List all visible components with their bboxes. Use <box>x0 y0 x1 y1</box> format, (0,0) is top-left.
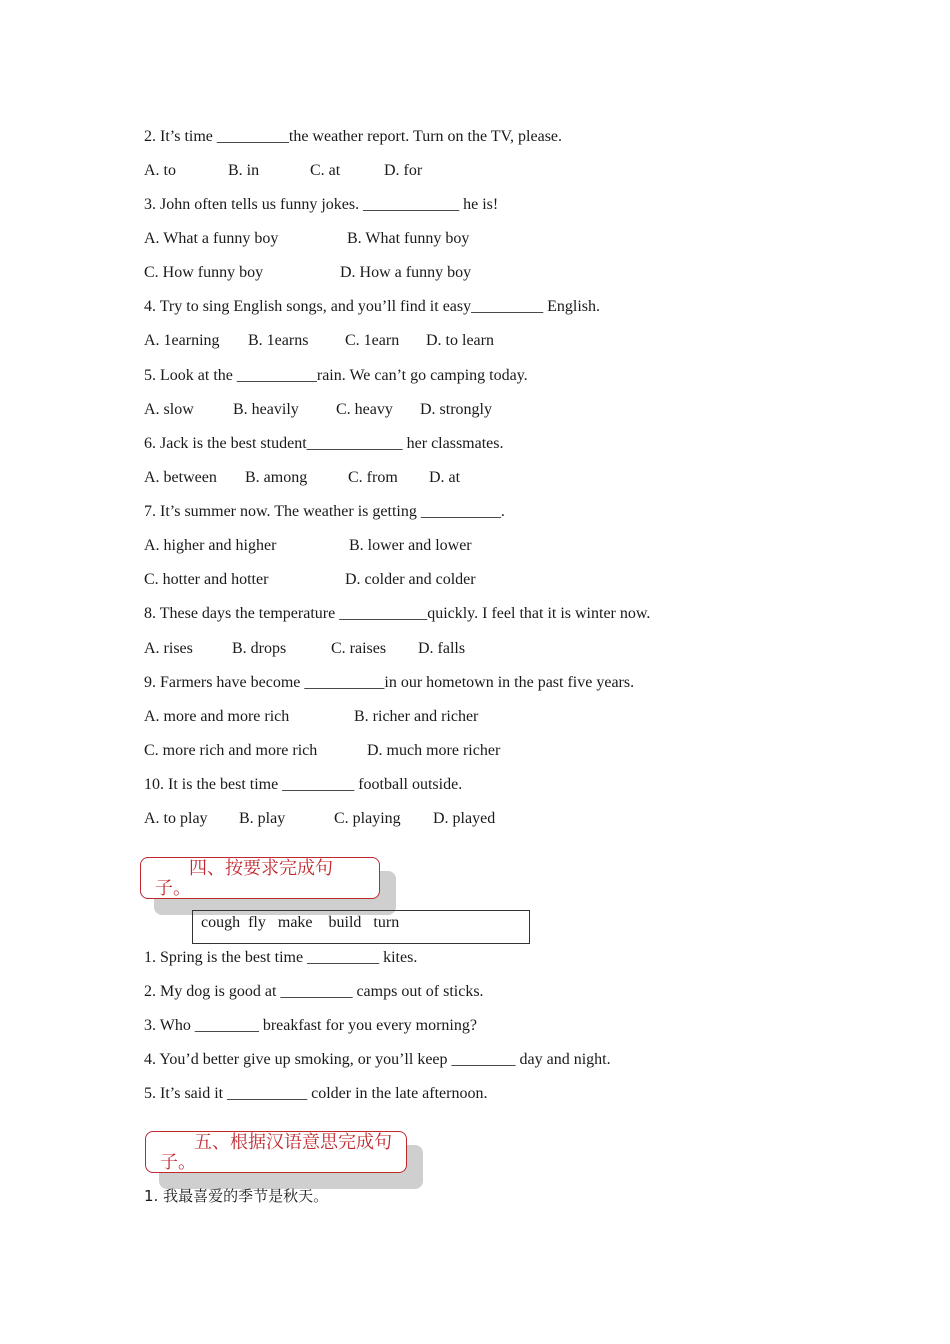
option-b: B. What funny boy <box>347 230 470 247</box>
option-b: B. play <box>239 810 286 827</box>
option-d: D. falls <box>418 640 466 657</box>
option-a: A. rises <box>144 640 193 657</box>
word-bank: cough fly make build turn <box>192 910 530 944</box>
option-b: B. lower and lower <box>349 537 472 554</box>
fill-item-4: 4. You’d better give up smoking, or you’ll keep ________ day and night. <box>144 1051 611 1068</box>
option-c: C. at <box>310 162 341 179</box>
option-b: B. richer and richer <box>354 708 479 725</box>
option-a: A. slow <box>144 401 194 418</box>
option-a: A. more and more rich <box>144 708 290 725</box>
option-d: D. colder and colder <box>345 571 476 588</box>
option-c: C. from <box>348 469 398 486</box>
option-c: C. heavy <box>336 401 393 418</box>
section-5-title: 五、根据汉语意思完成句子。 <box>145 1131 407 1173</box>
option-d: D. for <box>384 162 423 179</box>
option-a: A. between <box>144 469 217 486</box>
fill-item-3: 3. Who ________ breakfast for you every morning? <box>144 1017 477 1034</box>
section-4-title: 四、按要求完成句子。 <box>140 857 380 899</box>
option-a: A. higher and higher <box>144 537 277 554</box>
option-b: B. in <box>228 162 260 179</box>
option-c: C. 1earn <box>345 332 400 349</box>
option-d: D. How a funny boy <box>340 264 472 281</box>
question-4: 4. Try to sing English songs, and you’ll find it easy_________ English. <box>144 298 601 315</box>
option-a: A. What a funny boy <box>144 230 279 247</box>
option-d: D. played <box>433 810 496 827</box>
fill-item-1: 1. Spring is the best time _________ kites. <box>144 949 418 966</box>
section-4-header <box>140 857 380 901</box>
question-7: 7. It’s summer now. The weather is getting __________. <box>144 503 505 520</box>
option-d: D. at <box>429 469 461 486</box>
option-d: D. to learn <box>426 332 494 349</box>
option-b: B. 1earns <box>248 332 309 349</box>
option-c: C. more rich and more rich <box>144 742 318 759</box>
question-3: 3. John often tells us funny jokes. ____________ he is! <box>144 196 499 213</box>
option-c: C. How funny boy <box>144 264 264 281</box>
option-a: A. to <box>144 162 176 179</box>
option-c: C. playing <box>334 810 401 827</box>
option-a: A. 1earning <box>144 332 220 349</box>
question-6: 6. Jack is the best student____________ her classmates. <box>144 435 504 452</box>
option-b: B. drops <box>232 640 287 657</box>
option-c: C. hotter and hotter <box>144 571 269 588</box>
question-5: 5. Look at the __________rain. We can’t go camping today. <box>144 367 528 384</box>
option-b: B. among <box>245 469 308 486</box>
question-2: 2. It’s time _________the weather report. Turn on the TV, please. <box>144 128 563 145</box>
translate-item-1: 1. 我最喜爱的季节是秋天。 <box>144 1187 329 1205</box>
option-b: B. heavily <box>233 401 299 418</box>
option-d: D. strongly <box>420 401 492 418</box>
question-9: 9. Farmers have become __________in our hometown in the past five years. <box>144 674 635 691</box>
question-10: 10. It is the best time _________ football outside. <box>144 776 463 793</box>
fill-item-2: 2. My dog is good at _________ camps out of sticks. <box>144 983 484 1000</box>
section-5-header <box>145 1131 407 1175</box>
fill-item-5: 5. It’s said it __________ colder in the late afternoon. <box>144 1085 488 1102</box>
question-8: 8. These days the temperature ___________quickly. I feel that it is winter now. <box>144 605 651 622</box>
option-c: C. raises <box>331 640 387 657</box>
option-a: A. to play <box>144 810 208 827</box>
option-d: D. much more richer <box>367 742 501 759</box>
